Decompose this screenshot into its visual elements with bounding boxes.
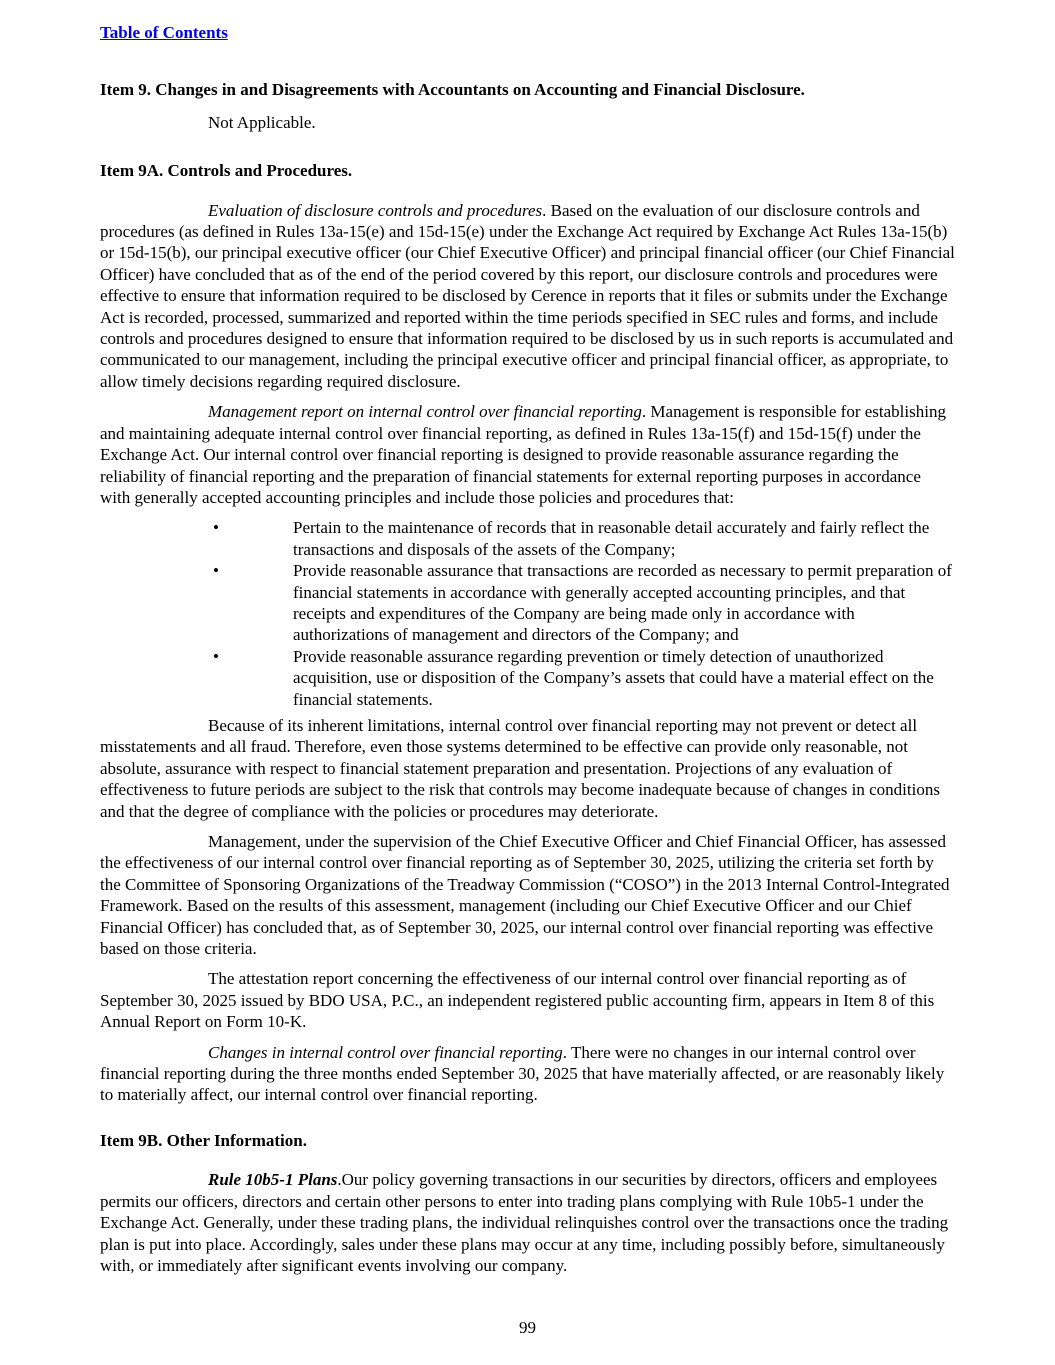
paragraph-lead-bold-italic: Rule 10b5-1 Plans: [208, 1170, 338, 1190]
table-of-contents-link[interactable]: Table of Contents: [100, 23, 228, 42]
paragraph-lead-italic: Evaluation of disclosure controls and procedures: [208, 200, 543, 220]
bullet-text: Pertain to the maintenance of records that in reasonable detail accurately and fairly reflect the transactions and disposals of the assets of the Company;: [293, 518, 930, 559]
paragraph-rule-10b5-1-plans: [100, 1169, 955, 1276]
paragraph-inherent-limitations: Because of its inherent limitations, internal control over financial reporting may not prevent or detect all misstatements and all fraud. Therefore, even those systems determined to be effective can provide only reasonable, not absolute, assurance with respect to financial statement preparation and presentation. Projections of any evaluation of effectiveness to future periods are subject to the risk that controls may become inadequate because of changes in conditions and that the degree of compliance with the policies or procedures may deteriorate.: [100, 715, 940, 821]
bullet-marker: •: [213, 646, 219, 666]
paragraph-body-text: . There were no changes in our internal control over financial reporting during the three months ended September 30, 2025 that have materially affected, or are reasonably likely to materially affect, our internal control over financial reporting.: [100, 1042, 945, 1105]
paragraph-management-report: [100, 401, 955, 508]
paragraph-changes-in-internal-control: [100, 1042, 955, 1106]
page-number: 99: [519, 1318, 536, 1337]
item9a-heading: Item 9A. Controls and Procedures.: [100, 161, 353, 181]
paragraph-lead-italic: Management report on internal control over financial reporting: [208, 402, 642, 422]
bullet-item: [213, 560, 955, 646]
paragraph-body-text: . Based on the evaluation of our disclosure controls and procedures (as defined in Rules 13a-15(e) and 15d-15(e) under the Exchange Act required by Exchange Act Rules 13a-15(b) or 15d-15(b), our principal executive officer (our Chief Executive Officer) and principal financial officer (our Chief Financial Officer) have concluded that as of the end of the period covered by this report, our disclosure controls and procedures were effective to ensure that information required to be disclosed by Cerence in reports that it files or submits under the Exchange Act is recorded, processed, summarized and reported within the time periods specified in SEC rules and forms, and include controls and procedures designed to ensure that information required to be disclosed by us in such reports is accumulated and communicated to our management, including the principal executive officer and principal financial officer, as appropriate, to allow timely decisions regarding required disclosure.: [100, 200, 955, 391]
item9-body-text: Not Applicable.: [208, 112, 316, 132]
paragraph-lead-italic: Changes in internal control over financial reporting: [208, 1042, 563, 1062]
item9-heading: Item 9. Changes in and Disagreements with Accountants on Accounting and Financial Disclosure.: [100, 80, 805, 100]
bullet-item: [213, 517, 955, 560]
bullet-marker: •: [213, 518, 219, 538]
bullet-list: [213, 517, 955, 710]
paragraph-body-text: .Our policy governing transactions in our securities by directors, officers and employees permits our officers, directors and certain other persons to enter into trading plans complying with Rule 10b5-1 under the Exchange Act. Generally, under these trading plans, the individual relinquishes control over the transactions once the trading plan is put into place. Accordingly, sales under these plans may occur at any time, including possibly before, simultaneously with, or immediately after significant events involving our company.: [100, 1170, 949, 1275]
paragraph-evaluation-disclosure-controls: [100, 200, 955, 393]
paragraph-management-assessment: Management, under the supervision of the Chief Executive Officer and Chief Financial Officer, has assessed the effectiveness of our internal control over financial reporting as of September 30, 2025, utilizing the criteria set forth by the Committee of Sponsoring Organizations of the Treadway Commission (“COSO”) in the 2013 Internal Control-Integrated Framework. Based on the results of this assessment, management (including our Chief Executive Officer and our Chief Financial Officer) has concluded that, as of September 30, 2025, our internal control over financial reporting was effective based on those criteria.: [100, 832, 950, 959]
bullet-marker: •: [213, 561, 219, 581]
paragraph-body-text: . Management is responsible for establishing and maintaining adequate internal control over financial reporting, as defined in Rules 13a-15(f) and 15d-15(f) under the Exchange Act. Our internal control over financial reporting is designed to provide reasonable assurance regarding the reliability of financial reporting and the preparation of financial statements for external reporting purposes in accordance with generally accepted accounting principles and include those policies and procedures that:: [100, 402, 946, 507]
bullet-text: Provide reasonable assurance regarding prevention or timely detection of unauthorized acquisition, use or disposition of the Company’s assets that could have a material effect on the financial statements.: [293, 646, 934, 709]
item9b-heading: Item 9B. Other Information.: [100, 1130, 307, 1150]
paragraph-attestation-report: The attestation report concerning the effectiveness of our internal control over financial reporting as of September 30, 2025 issued by BDO USA, P.C., an independent registered public accounting firm, appears in Item 8 of this Annual Report on Form 10-K.: [100, 969, 935, 1032]
bullet-item: [213, 646, 955, 710]
bullet-text: Provide reasonable assurance that transactions are recorded as necessary to permit preparation of financial statements in accordance with generally accepted accounting principles, and that receipts and expenditures of the Company are being made only in accordance with authorizations of management and directors of the Company; and: [293, 561, 952, 645]
